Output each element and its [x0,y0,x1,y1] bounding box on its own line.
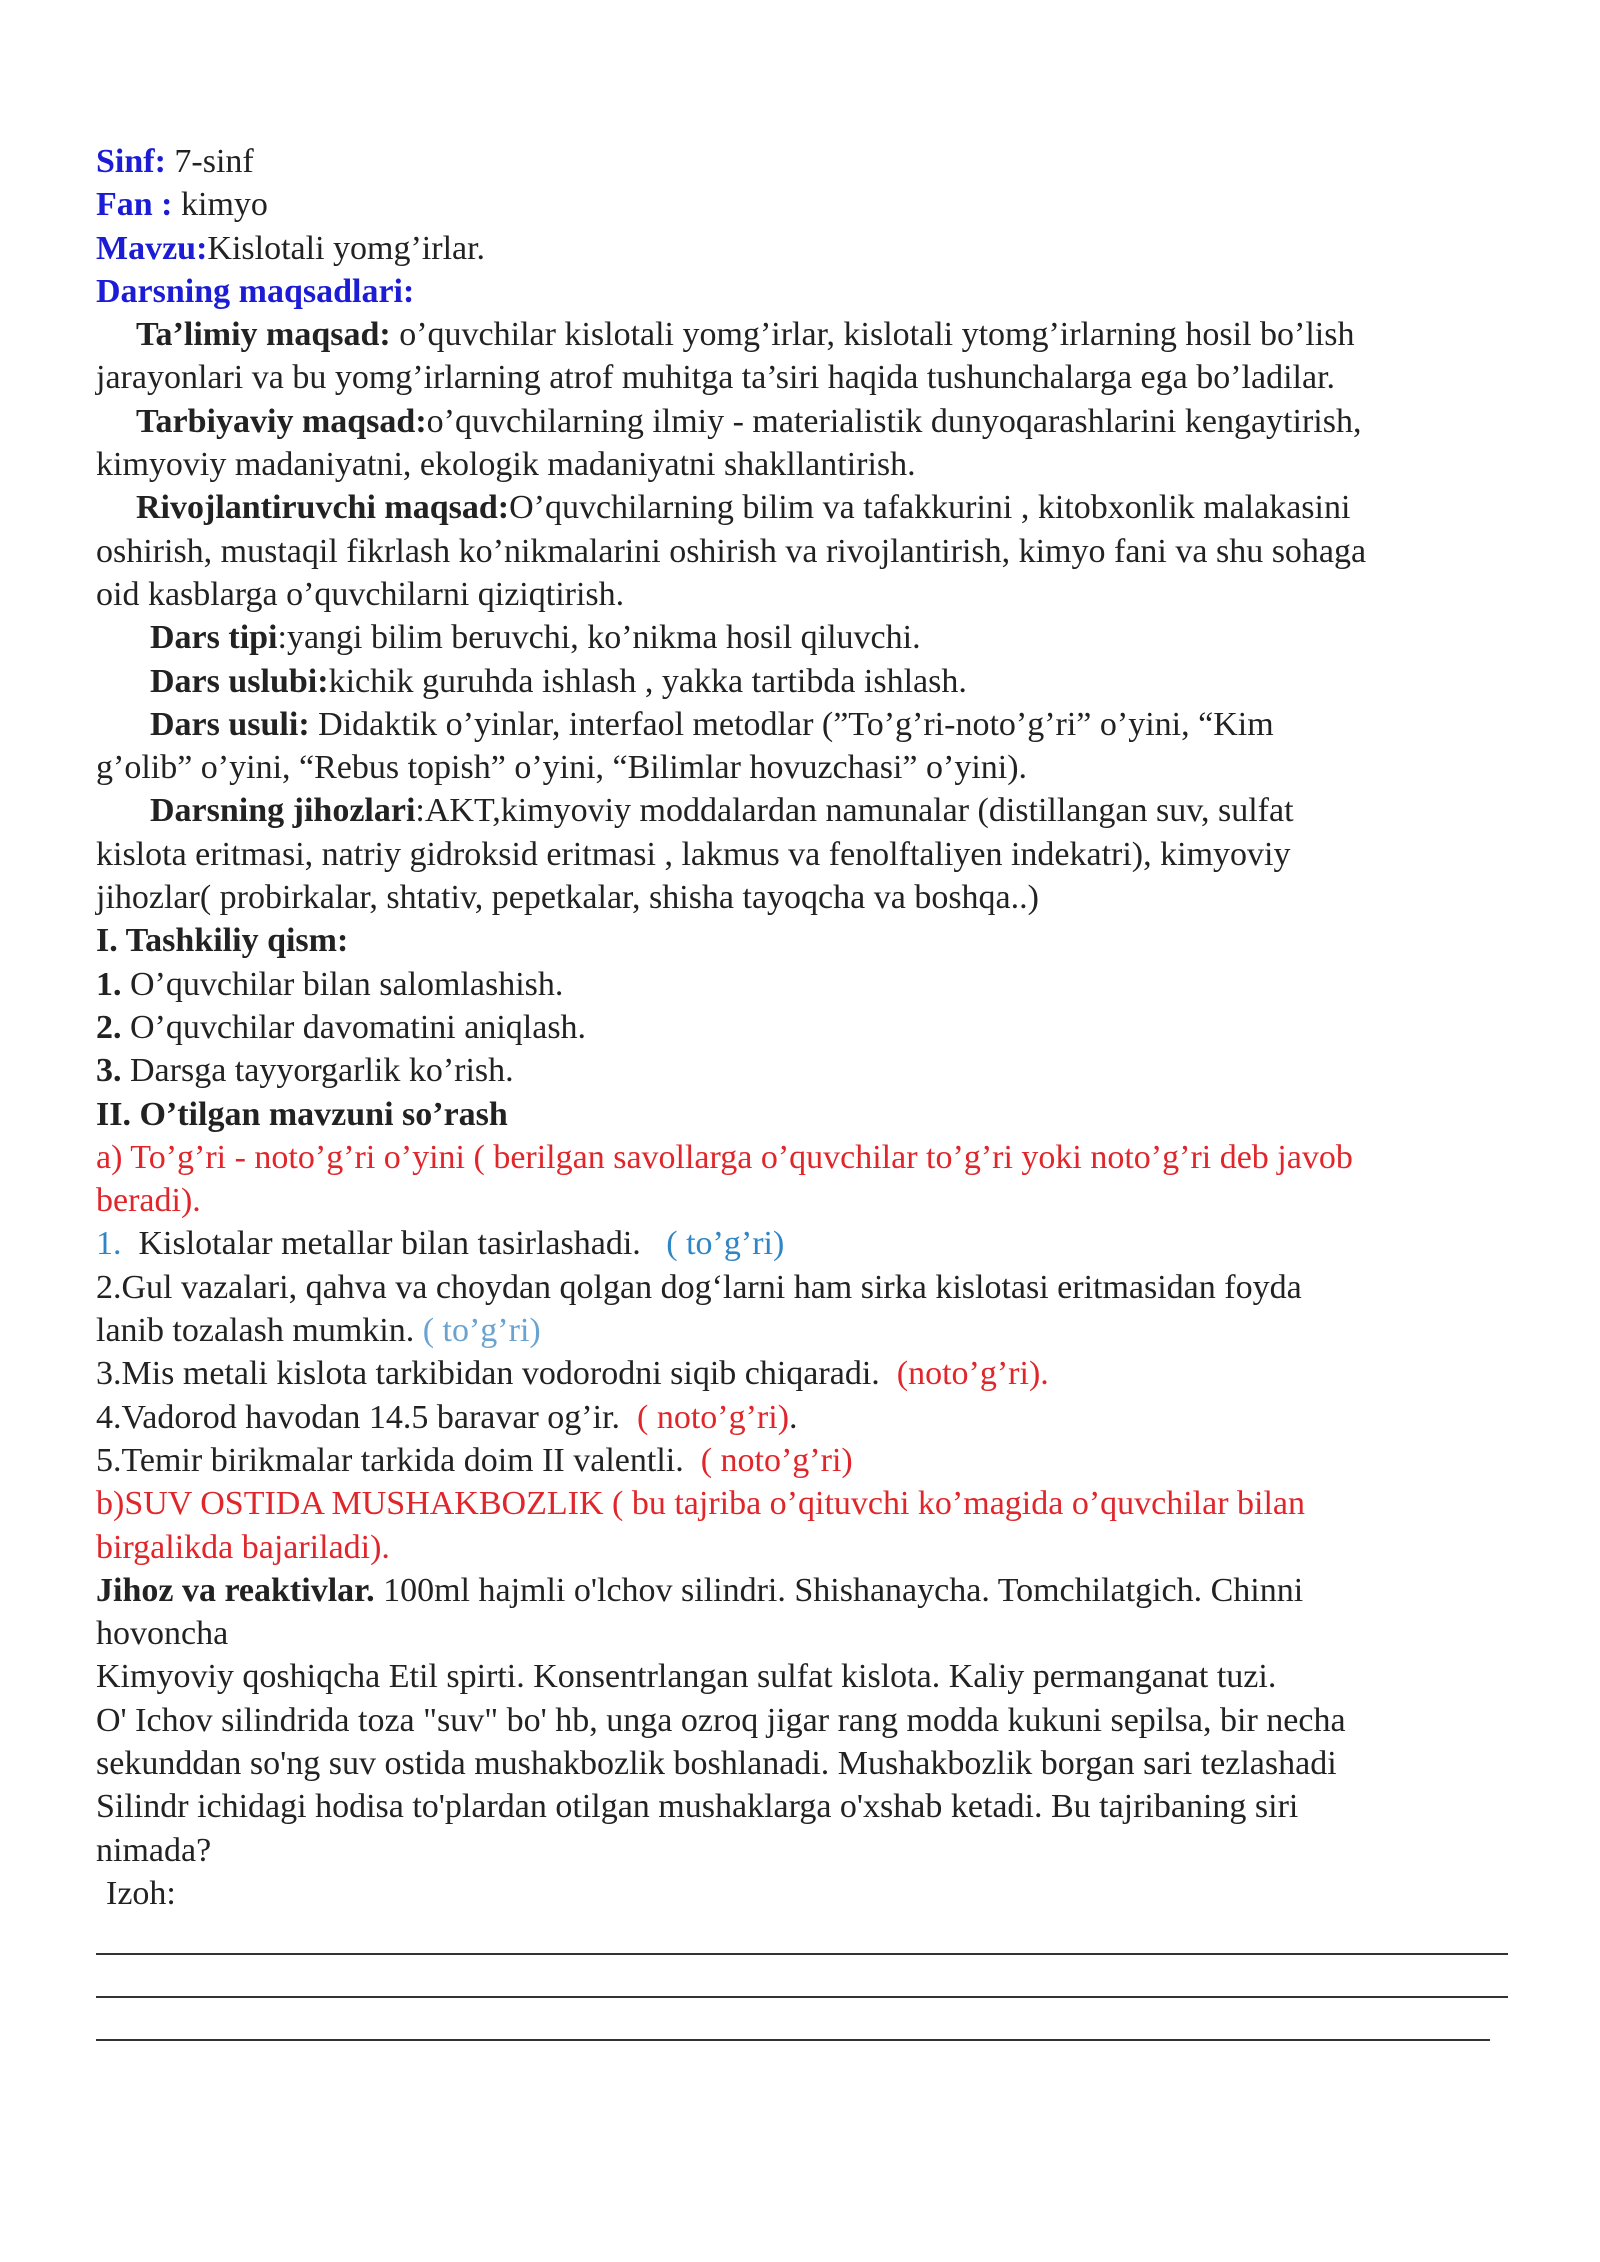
izoh-label: Izoh: [106,1874,176,1912]
part1-item [96,1006,1516,1049]
part1-item-number: 2. [96,1008,122,1046]
experiment-line-3: Kimyoviy qoshiqcha Etil spirti. Konsentrlangan sulfat kislota. Kaliy permanganat tuzi. [96,1658,1277,1696]
fan-label: Fan : [96,186,173,224]
experiment-line-7: nimada? [96,1831,212,1869]
talimiy-label: Ta’limiy maqsad: [136,316,391,354]
dars-uslubi-line [96,660,1516,703]
mavzu-label: Mavzu: [96,229,208,267]
part2-heading: II. O’tilgan mavzuni so’rash [96,1095,508,1133]
talimiy-text-1: o’quvchilar kislotali yomg’irlar, kislotali ytomg’irlarning hosil bo’lish [390,316,1355,354]
talimiy-line-1 [96,313,1516,356]
question-2-line-1: 2.Gul vazalari, qahva va choydan qolgan dog‘larni ham sirka kislotasi eritmasidan foyda [96,1268,1302,1306]
part1-item-number: 3. [96,1052,122,1090]
part1-item [96,1049,1516,1092]
question-2-text: lanib tozalash mumkin. [96,1312,423,1350]
sinf-label: Sinf: [96,143,166,180]
tarbiyaviy-line-2: kimyoviy madaniyatni, ekologik madaniyatni shakllantirish. [96,446,916,484]
part1-item-number: 1. [96,965,122,1003]
question-1-number: 1. [96,1225,122,1263]
question-5 [96,1439,1516,1482]
dars-uslubi-label: Dars uslubi: [150,662,329,700]
dars-tipi-label: Dars tipi [150,619,278,657]
fan-value: kimyo [172,186,268,224]
sinf-value: 7-sinf [165,143,254,180]
mavzu-line [96,227,1516,270]
part2-a-line-1: a) To’g’ri - noto’g’ri o’yini ( berilgan savollarga o’quvchilar to’g’ri yoki noto’g’ri deb javob [96,1138,1353,1176]
sinf-line [96,140,1516,183]
question-5-text: 5.Temir birikmalar tarkida doim II valentli. [96,1441,701,1479]
rivoj-text-1: O’quvchilarning bilim va tafakkurini , kitobxonlik malakasini [509,489,1351,527]
question-3-answer: (noto’g’ri). [896,1355,1049,1393]
dars-usuli-line-2: g’olib” o’yini, “Rebus topish” o’yini, “Bilimlar hovuzchasi” o’yini). [96,749,1028,787]
question-3 [96,1352,1516,1395]
dars-tipi-line [96,616,1516,659]
document-body [96,140,1516,1915]
answer-line [96,1996,1508,1998]
dars-tipi-value: :yangi bilim beruvchi, ko’nikma hosil qiluvchi. [277,619,921,657]
question-4 [96,1396,1516,1439]
experiment-line-6: Silindr ichidagi hodisa to'plardan otilgan mushaklarga o'xshab ketadi. Bu tajribaning siri [96,1788,1299,1826]
rivoj-line-1 [96,486,1516,529]
question-2-line-2 [96,1309,1516,1352]
part1-heading: I. Tashkiliy qism: [96,922,349,960]
question-4-text: 4.Vadorod havodan 14.5 baravar og’ir. [96,1398,638,1436]
rivoj-label: Rivojlantiruvchi maqsad: [136,489,510,527]
answer-line [96,1953,1508,1955]
tarbiyaviy-text-1: o’quvchilarning ilmiy - materialistik dunyoqarashlarini kengaytirish, [426,402,1362,440]
experiment-line-1 [96,1569,1516,1612]
jihoz-text-1: :AKT,kimyoviy moddalardan namunalar (distillangan suv, sulfat [415,792,1294,830]
jihoz-line-2: kislota eritmasi, natriy gidroksid eritmasi , lakmus va fenolftaliyen indekatri), kimyoviy [96,835,1291,873]
question-2-answer: ( to’g’ri) [422,1312,541,1350]
jihoz-line-3: jihozlar( probirkalar, shtativ, pepetkalar, shisha tayoqcha va boshqa..) [96,879,1039,917]
part2-b-line-1: b)SUV OSTIDA MUSHAKBOZLIK ( bu tajriba o’qituvchi ko’magida o’quvchilar bilan [96,1485,1306,1523]
part1-item-text: O’quvchilar bilan salomlashish. [121,965,564,1003]
part1-item [96,963,1516,1006]
dars-usuli-text-1: Didaktik o’yinlar, interfaol metodlar (”To’g’ri-noto’g’ri” o’yini, “Kim [309,705,1274,743]
tarbiyaviy-label: Tarbiyaviy maqsad: [136,402,427,440]
maqsad-heading: Darsning maqsadlari: [96,272,415,310]
question-4-answer: ( noto’g’ri) [637,1398,790,1436]
question-3-text: 3.Mis metali kislota tarkibidan vodorodni siqib chiqaradi. [96,1355,897,1393]
jihoz-line-1 [96,789,1516,832]
tarbiyaviy-line-1 [96,400,1516,443]
dars-usuli-label: Dars usuli: [150,705,310,743]
part1-item-text: Darsga tayyorgarlik ko’rish. [121,1052,514,1090]
dars-usuli-line-1 [96,703,1516,746]
question-4-tail: . [789,1398,798,1436]
part2-a-line-2: beradi). [96,1182,201,1220]
mavzu-value: Kislotali yomg’irlar. [207,229,486,267]
dars-uslubi-value: kichik guruhda ishlash , yakka tartibda ishlash. [328,662,967,700]
talimiy-line-2: jarayonlari va bu yomg’irlarning atrof muhitga ta’siri haqida tushunchalarga ega bo’ladilar. [96,359,1336,397]
rivoj-line-2: oshirish, mustaqil fikrlash ko’nikmalarini oshirish va rivojlantirish, kimyo fani va shu sohaga [96,532,1367,570]
question-5-answer: ( noto’g’ri) [700,1441,853,1479]
question-1-answer: ( to’g’ri) [666,1225,785,1263]
question-1 [96,1222,1516,1265]
part1-item-text: O’quvchilar davomatini aniqlash. [121,1008,587,1046]
part2-b-line-2: birgalikda bajariladi). [96,1528,390,1566]
experiment-line-4: O' Ichov silindrida toza "suv" bo' hb, unga ozroq jigar rang modda kukuni sepilsa, bir necha [96,1701,1346,1739]
jihoz-label: Darsning jihozlari [150,792,416,830]
experiment-text-1: 100ml hajmli o'lchov silindri. Shishanaycha. Tomchilatgich. Chinni [374,1571,1304,1609]
experiment-line-2: hovoncha [96,1615,229,1653]
answer-line [96,2039,1490,2041]
experiment-label: Jihoz va reaktivlar. [96,1571,375,1609]
rivoj-line-3: oid kasblarga o’quvchilarni qiziqtirish. [96,575,625,613]
fan-line [96,183,1516,226]
experiment-line-5: sekunddan so'ng suv ostida mushakbozlik boshlanadi. Mushakbozlik borgan sari tezlashadi [96,1744,1337,1782]
question-1-text: Kislotalar metallar bilan tasirlashadi. [121,1225,667,1263]
